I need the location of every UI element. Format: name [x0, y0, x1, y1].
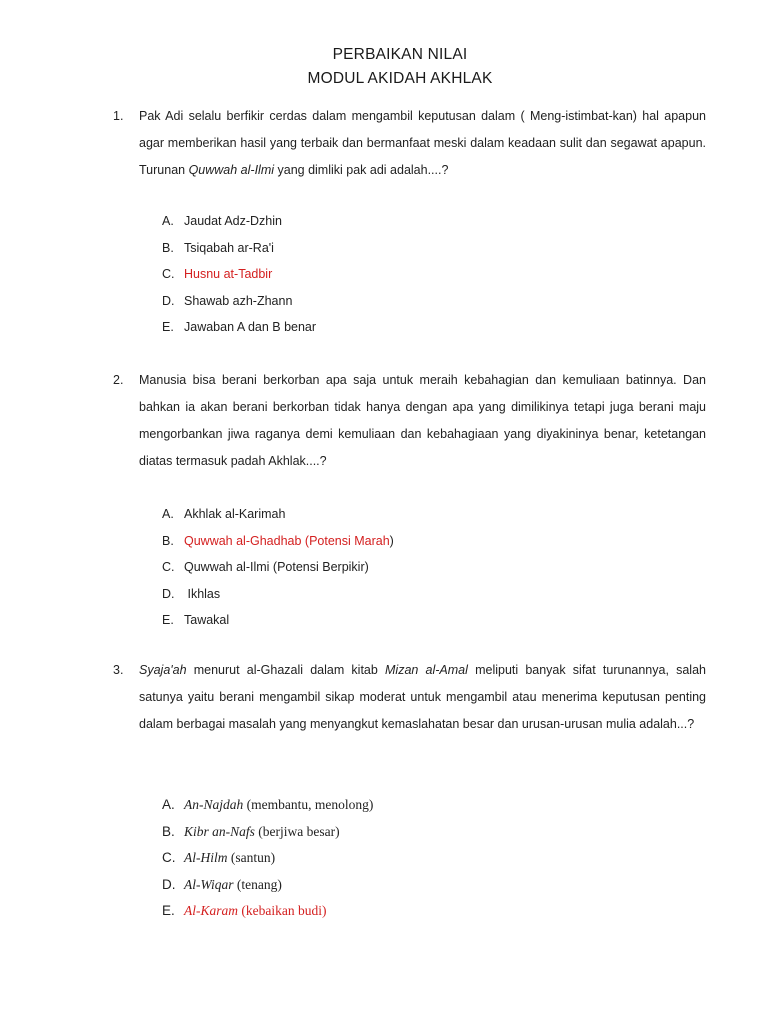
option-a: A. Akhlak al-Karimah: [162, 507, 286, 521]
document-title: [0, 43, 768, 91]
question-number: 3.: [113, 663, 124, 677]
title-line-2: MODUL AKIDAH AKHLAK: [307, 70, 493, 87]
question-text: Pak Adi selalu berfikir cerdas dalam mengambil keputusan dalam ( Meng-istimbat-kan) hal apapun agar memberikan hasil yang terbaik dan bermanfaat meski dalam keadaan sulit dan segawat apapun. Turunan Quwwah al-Ilmi yang dimliki pak adi adalah....?: [139, 109, 706, 177]
question-3: [113, 657, 706, 738]
italic-term: Quwwah al-Ilmi: [188, 163, 275, 177]
option-c: C. Quwwah al-Ilmi (Potensi Berpikir): [162, 560, 369, 574]
question-text: Syaja'ah menurut al-Ghazali dalam kitab Mizan al-Amal meliputi banyak sifat turunannya, salah satunya yaitu berani mengambil sikap moderat untuk mengambil atau menerima keputusan penting dalam berbagai masalah yang menyangkut kemaslahatan besar dan urusan-urusan mulia adalah...?: [139, 663, 706, 731]
option-a: A. Jaudat Adz-Dzhin: [162, 214, 282, 228]
question-2: [113, 367, 706, 475]
option-e: E. Jawaban A dan B benar: [162, 320, 317, 334]
option-e-highlighted: E. Al-Karam (kebaikan budi): [162, 903, 327, 918]
option-b-highlighted: B. Quwwah al-Ghadhab (Potensi Marah): [162, 533, 394, 548]
question-2-options: [162, 501, 662, 634]
option-e: E. Tawakal: [162, 613, 230, 627]
option-c: C. Al-Hilm (santun): [162, 850, 276, 865]
question-number: 2.: [113, 373, 124, 387]
title-line-1: PERBAIKAN NILAI: [332, 46, 468, 63]
question-number: 1.: [113, 109, 124, 123]
option-c-highlighted: C. Husnu at-Tadbir: [162, 267, 273, 281]
option-d: D. Al-Wiqar (tenang): [162, 876, 282, 892]
option-d: D. Shawab azh-Zhann: [162, 293, 293, 308]
question-1: [113, 103, 706, 184]
option-b: B. Tsiqabah ar-Ra'i: [162, 240, 274, 255]
question-text: Manusia bisa berani berkorban apa saja untuk meraih kebahagian dan kemuliaan batinnya. Dan bahkan ia akan berani berkorban tidak hanya dengan apa yang dimilikinya tetapi juga berani maju mengorbankan jiwa raganya demi kemuliaan dan kebahagiaan yang diyakininya benar, ketetangan diatas termasuk padah Akhlak....?: [139, 373, 706, 468]
italic-term: Syaja'ah: [139, 663, 187, 677]
option-a: A. An-Najdah (membantu, menolong): [162, 797, 374, 812]
italic-term: Mizan al-Amal: [385, 663, 468, 677]
question-3-options: [162, 792, 662, 925]
question-1-options: [162, 208, 662, 341]
option-d: D. Ikhlas: [162, 586, 221, 601]
option-b: B. Kibr an-Nafs (berjiwa besar): [162, 823, 340, 839]
